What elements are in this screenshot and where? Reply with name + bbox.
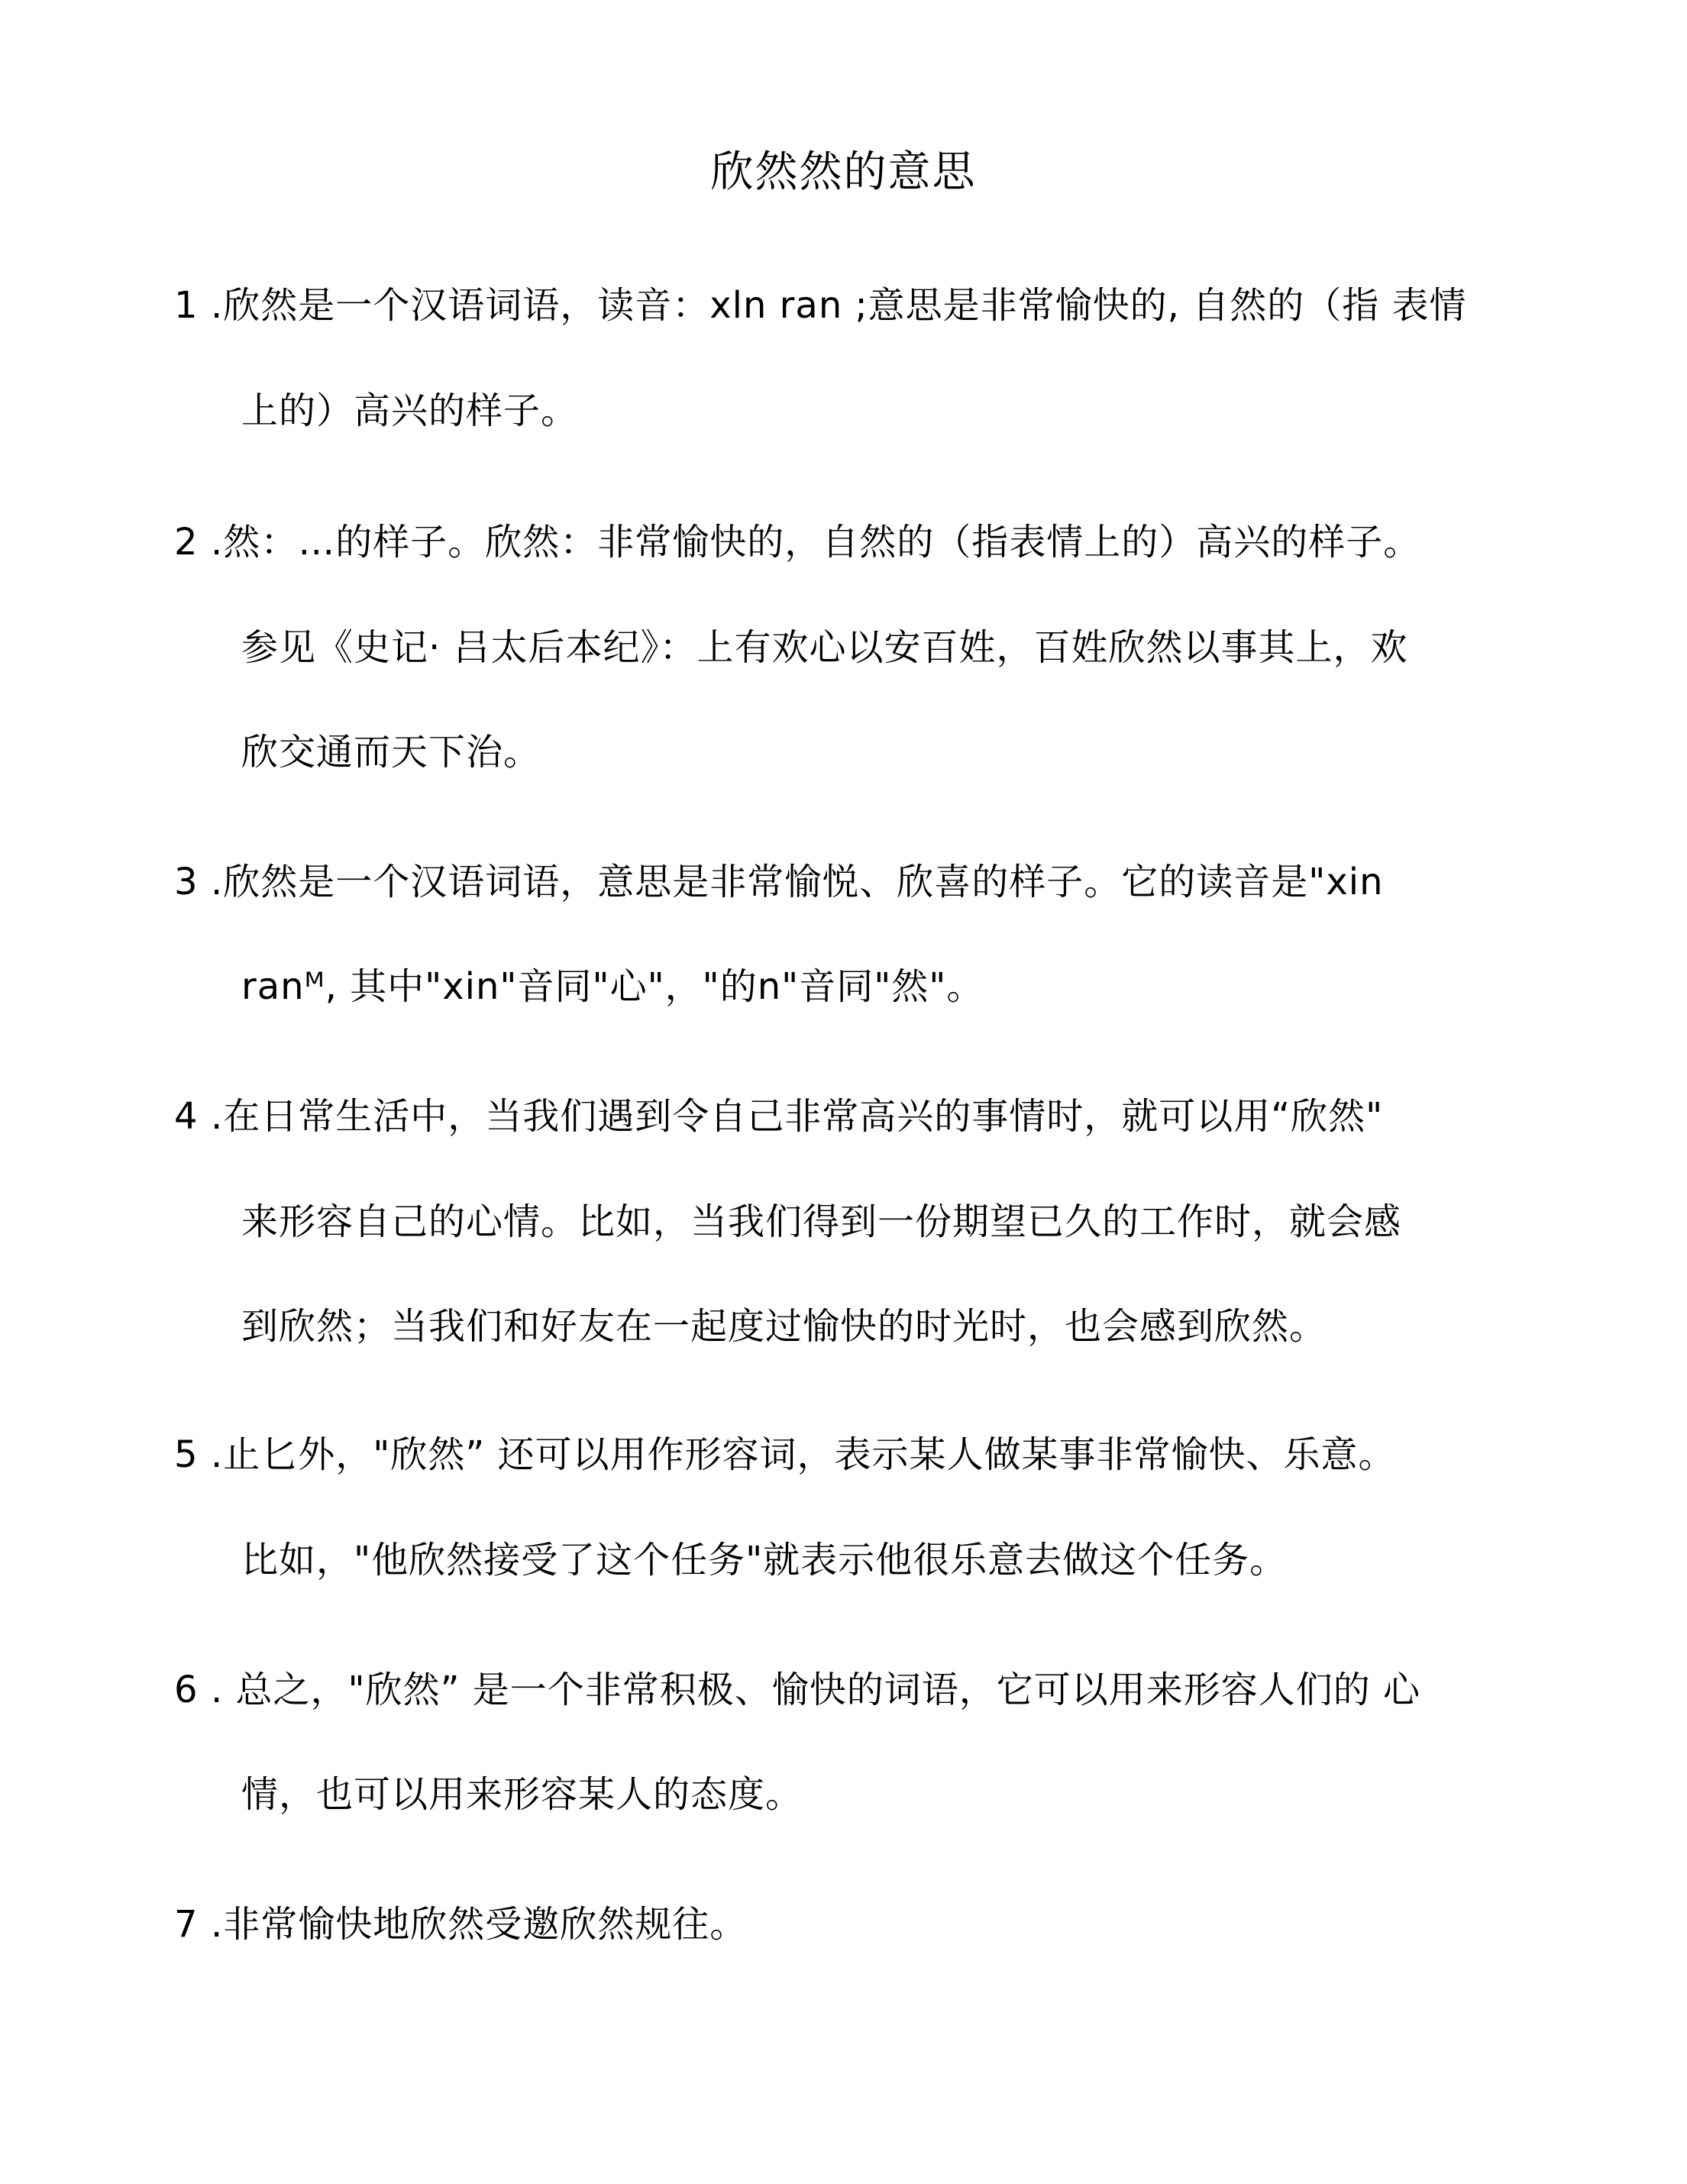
item-text-line: 到欣然；当我们和好友在一起度过愉快的时光时，也会感到欣然。 [241,1305,1327,1348]
item-text-line: 参见《史记· 吕太后本纪》：上有欢心以安百姓，百姓欣然以事其上，欢 [241,626,1408,669]
item-text-line: 欣交通而天下治。 [241,731,541,774]
item-text-line: .欣然是一个汉语词语，读音：xln ran ;意思是非常愉快的, 自然的（指 表情 [211,284,1467,327]
item-number: 2 [174,521,198,564]
item-text-line: . 总之，"欣然” 是一个非常积极、愉快的词语，它可以用来形容人们的 心 [211,1669,1420,1711]
item-number: 1 [174,284,198,327]
item-text-line: 情，也可以用来形容某人的态度。 [241,1773,803,1816]
item-text-line: .然：…的样子。欣然：非常愉快的，自然的（指表情上的）高兴的样子。 [211,521,1421,564]
item-number: 7 [174,1903,198,1946]
item-text-line: 来形容自己的心情。比如，当我们得到一份期望已久的工作时，就会感 [241,1200,1402,1243]
item-text-line: ranᴹ, 其中"xin"音同"心"，"的n"音同"然"。 [241,965,984,1008]
item-number: 3 [174,861,198,903]
item-text-line: .非常愉快地欣然受邀欣然规往。 [211,1903,748,1946]
item-text-line: .欣然是一个汉语词语，意思是非常愉悦、欣喜的样子。它的读音是"xin [211,861,1384,903]
item-number: 5 [174,1433,198,1476]
document-title: 欣然然的意思 [710,147,977,197]
item-number: 6 [174,1669,198,1711]
item-text-line: .在日常生活中，当我们遇到令自己非常高兴的事情时，就可以用“欣然" [211,1095,1384,1138]
item-text-line: 上的）高兴的样子。 [241,389,579,432]
item-text-line: 比如，"他欣然接受了这个任务"就表示他很乐意去做这个任务。 [241,1539,1288,1581]
item-text-line: .止匕外，"欣然” 还可以用作形容词，表示某人做某事非常愉快、乐意。 [211,1433,1396,1476]
item-number: 4 [174,1095,198,1138]
